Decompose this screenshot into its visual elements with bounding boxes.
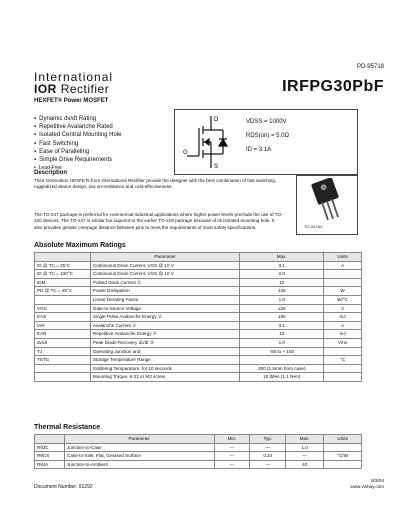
table-cell: — (214, 460, 250, 469)
table-cell: Repetitive Avalanche Energy ① (90, 330, 240, 339)
company-logo (34, 82, 109, 96)
website-link[interactable]: www.vishay.com (350, 484, 384, 489)
table-cell: Peak Diode Recovery dv/dt ③ (90, 338, 240, 347)
table-cell: Continuous Drain Current, VGS @ 10 V (90, 261, 240, 270)
table-row (35, 330, 362, 339)
table-cell: 1.0 (240, 338, 324, 347)
feature-item: ▪ Ease of Paralleling (34, 148, 122, 156)
table-header: Units (324, 435, 362, 444)
table-cell: — (250, 460, 286, 469)
table-cell: 12 (240, 278, 324, 287)
table-cell: mJ (324, 330, 362, 339)
table-cell (324, 278, 362, 287)
table-cell: TJ (35, 347, 91, 356)
table-cell: VGS (35, 304, 91, 313)
table-cell (324, 347, 362, 356)
table-cell: V/ns (324, 338, 362, 347)
company-name-line2: Rectifier (60, 82, 110, 96)
feature-item: ▪ Isolated Central Mounting Hole (34, 131, 122, 139)
table-header: Min. (214, 435, 250, 444)
table-cell (324, 364, 362, 373)
feature-item: ▪ Simple Drive Requirements (34, 156, 122, 164)
table-cell (324, 270, 362, 279)
description-paragraph-1: Third Generation HEXFETs from International Rectifier provide the designer with the best combination of fast switching, ruggedized device design, low on-resistance and cost-effectiveness. (34, 178, 277, 190)
table-row (35, 304, 362, 313)
table-row (35, 338, 362, 347)
table-cell: Avalanche Current ① (90, 321, 240, 330)
table-cell: Continuous Drain Current, VGS @ 10 V (90, 270, 240, 279)
lead-free-label: • Lead-Free (34, 165, 62, 171)
table-cell: A (324, 261, 362, 270)
table-cell: IDM (35, 278, 91, 287)
table-cell: 125 (240, 287, 324, 296)
table-row (35, 313, 362, 322)
product-subtitle: HEXFET® Power MOSFET (34, 98, 109, 104)
table-cell: Mounting Torque, 6-32 or M3 screw (90, 373, 240, 382)
ior-logo-mark: IOR (34, 82, 57, 96)
company-name-line1: International (34, 70, 114, 84)
table-cell: 180 (240, 313, 324, 322)
table-cell: Storage Temperature Range (90, 356, 240, 365)
abs-max-title: Absolute Maximum Ratings (34, 242, 126, 249)
table-header-row (35, 253, 362, 262)
table-cell: -55 to + 150 (240, 347, 324, 356)
table-header (35, 253, 91, 262)
table-row (35, 452, 362, 461)
table-cell: ID @ TC = 100°C (35, 270, 91, 279)
table-cell: °C/W (324, 452, 362, 461)
table-cell: 0.24 (250, 452, 286, 461)
table-cell: PD @ TC = 25°C (35, 287, 91, 296)
package-label: TO-247AC (304, 224, 324, 229)
table-cell: — (286, 452, 324, 461)
table-cell: °C (324, 356, 362, 365)
revision-date: 8/3/04 (371, 478, 384, 483)
table-row (35, 270, 362, 279)
table-row (35, 287, 362, 296)
table-cell: Linear Derating Factor (90, 295, 240, 304)
footer-right (350, 478, 384, 490)
table-cell: EAS (35, 313, 91, 322)
table-cell: — (214, 452, 250, 461)
document-number: Document Number: 91292 (34, 484, 93, 490)
table-cell: IAR (35, 321, 91, 330)
table-cell (35, 364, 91, 373)
table-cell: 3.1 (240, 261, 324, 270)
table-cell: ID @ TC = 25°C (35, 261, 91, 270)
table-row (35, 321, 362, 330)
table-row (35, 278, 362, 287)
table-cell (35, 373, 91, 382)
table-cell: 13 (240, 330, 324, 339)
table-cell: W (324, 287, 362, 296)
table-cell: ±20 (240, 304, 324, 313)
description-heading: Description (34, 170, 68, 176)
table-header: Max. (286, 435, 324, 444)
feature-list (34, 115, 122, 164)
svg-text:G: G (183, 150, 188, 156)
table-header: Units (324, 253, 362, 262)
table-row (35, 443, 362, 452)
table-cell (324, 373, 362, 382)
table-row (35, 364, 362, 373)
description-paragraph-2: The TO-247 package is preferred for commercial-industrial applications where higher power levels preclude the use of TO-220 devices. The TO-247 is similar but superior to the earlier TO-218 package because of its isolated mounting hole. It also provides greater creepage distance between pins to meet the requirements of most safety specifications. (34, 212, 283, 230)
to247-package-icon (298, 178, 356, 222)
svg-text:D: D (214, 117, 219, 123)
abs-max-table (34, 252, 362, 382)
thermal-table (34, 434, 362, 469)
mosfet-symbol-icon (181, 112, 241, 172)
table-cell: Junction-to-Ambient (64, 460, 214, 469)
table-cell: A (324, 321, 362, 330)
table-cell: — (214, 443, 250, 452)
table-cell: Junction-to-Case (64, 443, 214, 452)
table-cell: RθCS (35, 452, 65, 461)
table-row (35, 261, 362, 270)
table-cell: RθJC (35, 443, 65, 452)
table-row (35, 347, 362, 356)
table-cell: 1.0 (240, 295, 324, 304)
table-cell: 40 (286, 460, 324, 469)
vdss-spec: VDSS = 1000V (246, 119, 287, 125)
feature-item: ▪ Fast Switching (34, 140, 122, 148)
table-cell: 1.0 (286, 443, 324, 452)
table-cell (324, 460, 362, 469)
table-cell: TSTG (35, 356, 91, 365)
table-header: Typ. (250, 435, 286, 444)
table-row (35, 460, 362, 469)
table-cell: W/°C (324, 295, 362, 304)
id-spec: ID = 3.1A (246, 147, 272, 153)
table-cell: 3.1 (240, 321, 324, 330)
rds-on-spec: RDS(on) = 5.0Ω (246, 133, 290, 139)
table-cell (35, 295, 91, 304)
table-row (35, 356, 362, 365)
table-cell: EAR (35, 330, 91, 339)
table-cell: Single Pulse Avalanche Energy ② (90, 313, 240, 322)
thermal-title: Thermal Resistance (34, 424, 101, 431)
table-cell: 10 lbf•in (1.1 N•m) (240, 373, 324, 382)
key-specs (246, 115, 289, 157)
table-cell: 300 (1.6mm from case) (240, 364, 324, 373)
table-cell: Power Dissipation (90, 287, 240, 296)
table-header (35, 435, 65, 444)
svg-text:S: S (214, 164, 219, 170)
table-header: Parameter (64, 435, 214, 444)
table-cell: Pulsed Drain Current ① (90, 278, 240, 287)
table-header-row (35, 435, 362, 444)
part-number: IRFPG30PbF (282, 78, 384, 95)
table-cell: Operating Junction and (90, 347, 240, 356)
table-cell: Case-to-Sink, Flat, Greased Surface (64, 452, 214, 461)
table-cell: — (250, 443, 286, 452)
table-cell: RθJA (35, 460, 65, 469)
table-cell: V (324, 304, 362, 313)
table-cell (240, 356, 324, 365)
table-cell: 2.0 (240, 270, 324, 279)
table-cell: mJ (324, 313, 362, 322)
table-cell: dv/dt (35, 338, 91, 347)
feature-item: ▪ Dynamic dv/dt Rating (34, 115, 122, 123)
feature-item: ▪ Repetitive Avalanche Rated (34, 123, 122, 131)
table-header: Max. (240, 253, 324, 262)
table-cell (324, 443, 362, 452)
table-cell: Soldering Temperature, for 10 seconds (90, 364, 240, 373)
table-row (35, 295, 362, 304)
pd-number: PD-95718 (356, 64, 384, 70)
table-cell: Gate-to-Source Voltage (90, 304, 240, 313)
table-row (35, 373, 362, 382)
table-header: Parameter (90, 253, 240, 262)
